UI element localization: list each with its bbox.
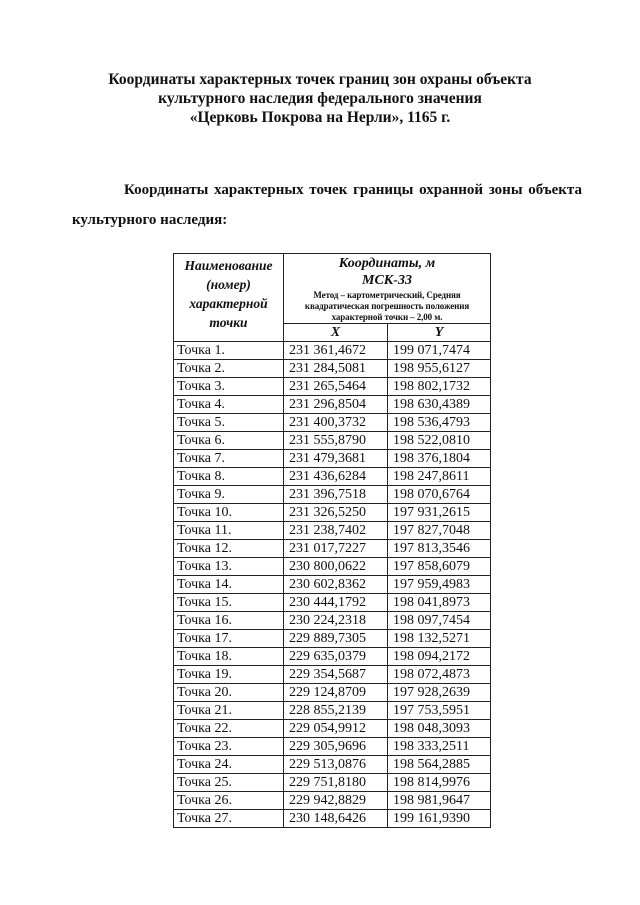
point-name-cell: Точка 22.: [174, 720, 284, 738]
x-coordinate-cell: 230 800,0622: [284, 558, 388, 576]
header-coordinates: [284, 254, 491, 324]
y-coordinate-cell: 198 981,9647: [388, 792, 491, 810]
table-row: [174, 522, 491, 540]
point-name-cell: Точка 5.: [174, 414, 284, 432]
table-body: [174, 342, 491, 828]
y-coordinate-cell: 197 858,6079: [388, 558, 491, 576]
table-row: [174, 756, 491, 774]
document-title-line-2: культурного наследия федерального значения: [158, 90, 482, 107]
y-coordinate-cell: 199 071,7474: [388, 342, 491, 360]
section-heading: [72, 175, 582, 235]
x-coordinate-cell: 229 305,9696: [284, 738, 388, 756]
x-coordinate-cell: 231 479,3681: [284, 450, 388, 468]
x-coordinate-cell: 231 265,5464: [284, 378, 388, 396]
point-name-cell: Точка 9.: [174, 486, 284, 504]
table-row: [174, 630, 491, 648]
table-row: [174, 540, 491, 558]
table-row: [174, 342, 491, 360]
table-row: [174, 486, 491, 504]
y-coordinate-cell: 198 070,6764: [388, 486, 491, 504]
table-row: [174, 684, 491, 702]
x-coordinate-cell: 231 326,5250: [284, 504, 388, 522]
point-name-cell: Точка 24.: [174, 756, 284, 774]
x-coordinate-cell: 231 017,7227: [284, 540, 388, 558]
header-coordinate-system: МСК-33: [362, 273, 412, 288]
y-coordinate-cell: 198 132,5271: [388, 630, 491, 648]
point-name-cell: Точка 15.: [174, 594, 284, 612]
table-row: [174, 792, 491, 810]
point-name-cell: Точка 14.: [174, 576, 284, 594]
header-coordinates-title: Координаты, м: [338, 256, 436, 271]
table-row: [174, 414, 491, 432]
x-coordinate-cell: 230 444,1792: [284, 594, 388, 612]
point-name-cell: Точка 4.: [174, 396, 284, 414]
x-coordinate-cell: 231 555,8790: [284, 432, 388, 450]
table-row: [174, 558, 491, 576]
header-method-note: Метод – картометрический, Средняя квадратическая погрешность положения характерной точки – 2,00 м.: [304, 290, 470, 322]
point-name-cell: Точка 3.: [174, 378, 284, 396]
y-coordinate-cell: 199 161,9390: [388, 810, 491, 828]
section-heading-line-1: Координаты характерных точек границы охранной зоны объекта: [124, 182, 582, 198]
x-coordinate-cell: 231 436,6284: [284, 468, 388, 486]
header-y: Y: [388, 324, 491, 342]
point-name-cell: Точка 18.: [174, 648, 284, 666]
y-coordinate-cell: 198 333,2511: [388, 738, 491, 756]
point-name-cell: Точка 17.: [174, 630, 284, 648]
header-x: X: [284, 324, 388, 342]
y-coordinate-cell: 197 931,2615: [388, 504, 491, 522]
point-name-cell: Точка 12.: [174, 540, 284, 558]
table-row: [174, 504, 491, 522]
table-row: [174, 450, 491, 468]
y-coordinate-cell: 197 928,2639: [388, 684, 491, 702]
x-coordinate-cell: 229 889,7305: [284, 630, 388, 648]
y-coordinate-cell: 197 753,5951: [388, 702, 491, 720]
x-coordinate-cell: 231 296,8504: [284, 396, 388, 414]
y-coordinate-cell: 198 814,9976: [388, 774, 491, 792]
y-coordinate-cell: 198 072,4873: [388, 666, 491, 684]
y-coordinate-cell: 198 247,8611: [388, 468, 491, 486]
y-coordinate-cell: 198 048,3093: [388, 720, 491, 738]
x-coordinate-cell: 229 513,0876: [284, 756, 388, 774]
x-coordinate-cell: 230 148,6426: [284, 810, 388, 828]
point-name-cell: Точка 19.: [174, 666, 284, 684]
point-name-cell: Точка 20.: [174, 684, 284, 702]
x-coordinate-cell: 230 224,2318: [284, 612, 388, 630]
table-row: [174, 702, 491, 720]
document-title: [0, 70, 640, 127]
y-coordinate-cell: 198 630,4389: [388, 396, 491, 414]
coordinates-table: [173, 253, 491, 828]
document-title-line-3: «Церковь Покрова на Нерли», 1165 г.: [189, 109, 451, 126]
table-row: [174, 774, 491, 792]
table-row: [174, 576, 491, 594]
x-coordinate-cell: 231 284,5081: [284, 360, 388, 378]
point-name-cell: Точка 2.: [174, 360, 284, 378]
y-coordinate-cell: 198 041,8973: [388, 594, 491, 612]
x-coordinate-cell: 229 354,5687: [284, 666, 388, 684]
y-coordinate-cell: 197 813,3546: [388, 540, 491, 558]
point-name-cell: Точка 23.: [174, 738, 284, 756]
point-name-cell: Точка 13.: [174, 558, 284, 576]
y-coordinate-cell: 198 376,1804: [388, 450, 491, 468]
y-coordinate-cell: 198 955,6127: [388, 360, 491, 378]
point-name-cell: Точка 6.: [174, 432, 284, 450]
point-name-cell: Точка 26.: [174, 792, 284, 810]
y-coordinate-cell: 197 827,7048: [388, 522, 491, 540]
y-coordinate-cell: 198 536,4793: [388, 414, 491, 432]
x-coordinate-cell: 228 855,2139: [284, 702, 388, 720]
table-row: [174, 378, 491, 396]
point-name-cell: Точка 8.: [174, 468, 284, 486]
table-row: [174, 468, 491, 486]
point-name-cell: Точка 11.: [174, 522, 284, 540]
x-coordinate-cell: 229 635,0379: [284, 648, 388, 666]
point-name-cell: Точка 27.: [174, 810, 284, 828]
table-row: [174, 810, 491, 828]
table-row: [174, 738, 491, 756]
document-title-line-1: Координаты характерных точек границ зон охраны объекта: [108, 71, 532, 88]
point-name-cell: Точка 7.: [174, 450, 284, 468]
table-row: [174, 594, 491, 612]
table-row: [174, 396, 491, 414]
x-coordinate-cell: 231 238,7402: [284, 522, 388, 540]
table-row: [174, 432, 491, 450]
point-name-cell: Точка 16.: [174, 612, 284, 630]
table-row: [174, 612, 491, 630]
y-coordinate-cell: 198 097,7454: [388, 612, 491, 630]
x-coordinate-cell: 230 602,8362: [284, 576, 388, 594]
header-point-name: Наименование (номер) характерной точки: [174, 254, 284, 342]
point-name-cell: Точка 21.: [174, 702, 284, 720]
x-coordinate-cell: 229 751,8180: [284, 774, 388, 792]
section-heading-line-2: культурного наследия:: [72, 212, 228, 228]
x-coordinate-cell: 231 400,3732: [284, 414, 388, 432]
x-coordinate-cell: 229 124,8709: [284, 684, 388, 702]
point-name-cell: Точка 10.: [174, 504, 284, 522]
table-row: [174, 666, 491, 684]
point-name-cell: Точка 1.: [174, 342, 284, 360]
x-coordinate-cell: 231 361,4672: [284, 342, 388, 360]
y-coordinate-cell: 198 802,1732: [388, 378, 491, 396]
y-coordinate-cell: 198 564,2885: [388, 756, 491, 774]
x-coordinate-cell: 229 054,9912: [284, 720, 388, 738]
point-name-cell: Точка 25.: [174, 774, 284, 792]
table-row: [174, 360, 491, 378]
table-row: [174, 720, 491, 738]
x-coordinate-cell: 229 942,8829: [284, 792, 388, 810]
x-coordinate-cell: 231 396,7518: [284, 486, 388, 504]
table-row: [174, 648, 491, 666]
y-coordinate-cell: 198 094,2172: [388, 648, 491, 666]
y-coordinate-cell: 197 959,4983: [388, 576, 491, 594]
y-coordinate-cell: 198 522,0810: [388, 432, 491, 450]
